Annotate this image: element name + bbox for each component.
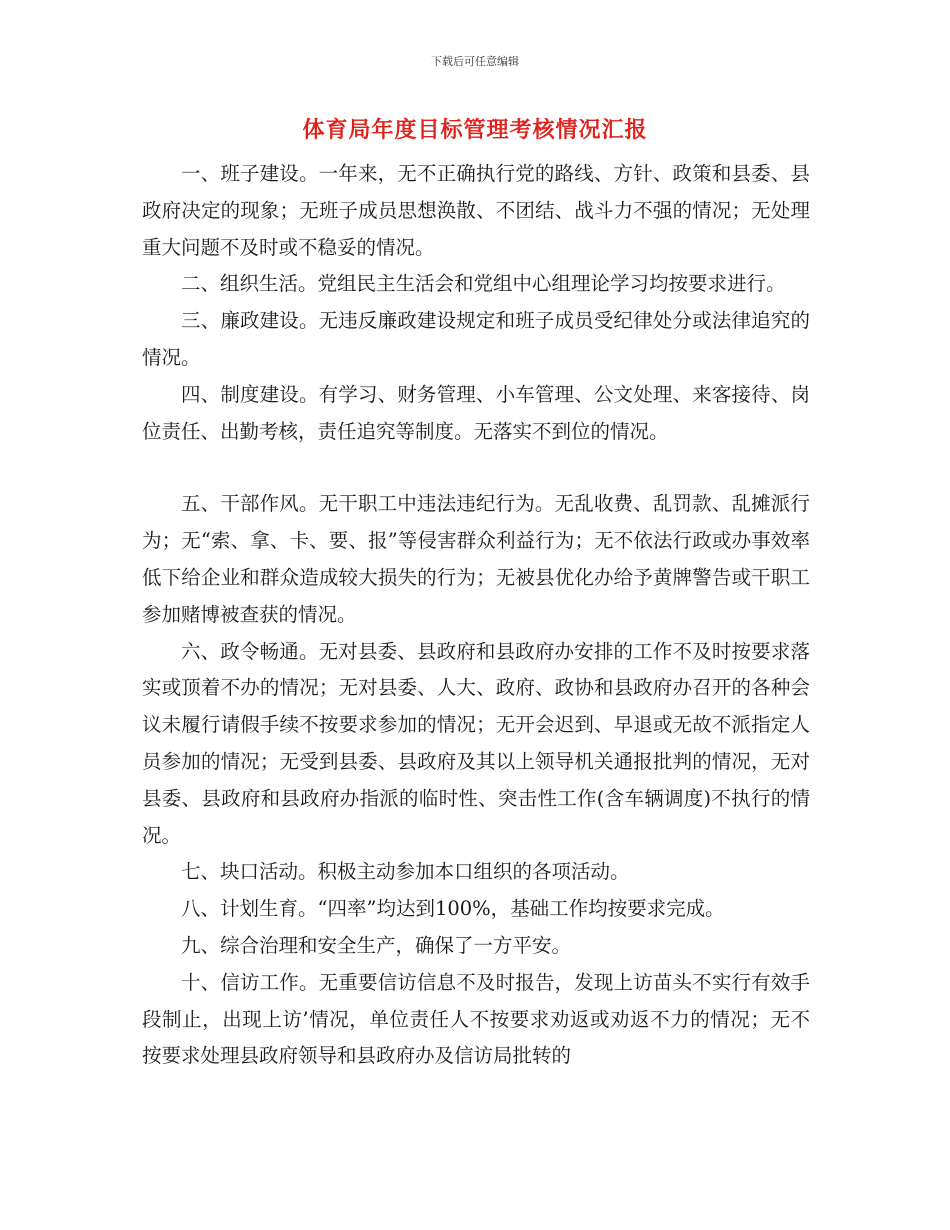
paragraph-7: 七、块口活动。积极主动参加本口组织的各项活动。: [181, 860, 630, 884]
document-body: [142, 156, 810, 1075]
paragraph-1: 一、班子建设。一年来，无不正确执行党的路线、方针、政策和县委、县政府决定的现象；无班子成员思想涣散、不团结、战斗力不强的情况；无处理重大问题不及时或不稳妥的情况。: [142, 162, 810, 259]
header-note: 下载后可任意编辑: [431, 55, 519, 68]
paragraph-2: 二、组织生活。党组民主生活会和党组中心组理论学习均按要求进行。: [181, 272, 786, 296]
paragraph-9: 九、综合治理和安全生产，确保了一方平安。: [181, 933, 572, 957]
paragraph-5: 五、干部作风。无干职工中违法违纪行为。无乱收费、乱罚款、乱摊派行为；无“索、拿、卡、要、报”等侵害群众利益行为；无不依法行政或办事效率低下给企业和群众造成较大损失的行为；无被县优化办给予黄牌警告或干职工参加赌博被查获的情况。: [142, 492, 810, 626]
paragraph-10: 十、信访工作。无重要信访信息不及时报告，发现上访苗头不实行有效手段制止，出现上访’情况，单位责任人不按要求劝返或劝返不力的情况；无不按要求处理县政府领导和县政府办及信访局批转的: [142, 970, 810, 1068]
paragraph-4: 四、制度建设。有学习、财务管理、小车管理、公文处理、来客接待、岗位责任、出勤考核，责任追究等制度。无落实不到位的情况。: [142, 382, 810, 443]
document-title: 体育局年度目标管理考核情况汇报: [302, 117, 648, 143]
paragraph-6: 六、政令畅通。无对县委、县政府和县政府办安排的工作不及时按要求落实或顶着不办的情况；无对县委、人大、政府、政协和县政府办召开的各种会议未履行请假手续不按要求参加的情况；无开会迟到、早退或无故不派指定人员参加的情况；无受到县委、县政府及其以上领导机关通报批判的情况，无对县委、县政府和县政府办指派的临时性、突击性工作(含车辆调度)不执行的情况。: [142, 639, 810, 847]
paragraph-3: 三、廉政建设。无违反廉政建设规定和班子成员受纪律处分或法律追究的情况。: [142, 309, 810, 369]
paragraph-8: 八、计划生育。“四率”均达到100%，基础工作均按要求完成。: [181, 897, 725, 921]
